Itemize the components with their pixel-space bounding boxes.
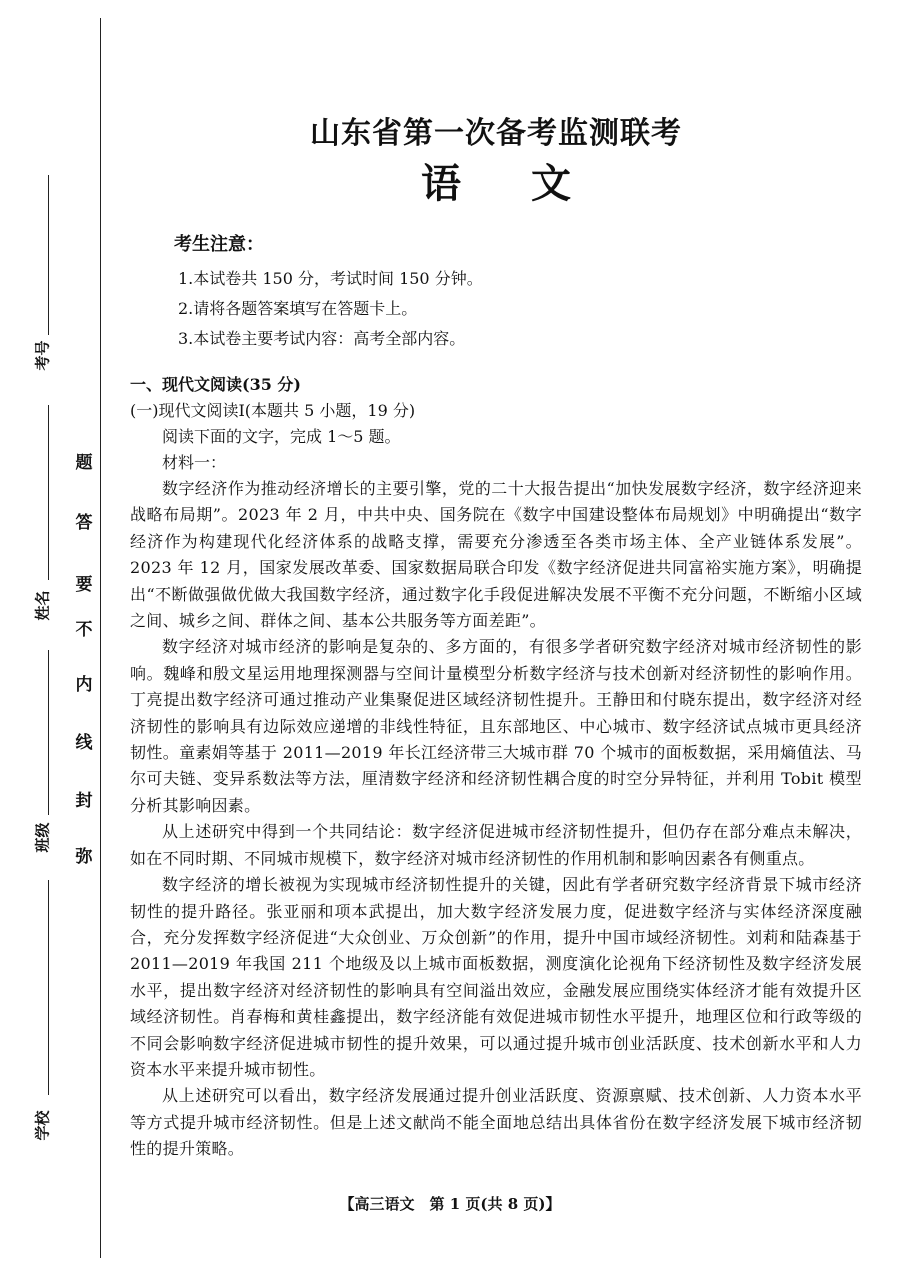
notice-title: 考生注意： [174, 234, 264, 255]
paragraph: 数字经济对城市经济的影响是复杂的、多方面的，有很多学者研究数字经济对城市经济韧性的影响。魏峰和殷文星运用地理探测器与空间计量模型分析数字经济与技术创新对经济韧性的影响作用。丁亮提出数字经济可通过推动产业集聚促进区域经济韧性提升。王静田和付晓东提出，数字经济对经济韧性的影响具有边际效应递增的非线性特征，且东部地区、中心城市、数字经济试点城市更具经济韧性。童素娟等基于 2011—2019 年长江经济带三大城市群 70 个城市的面板数据，采用熵值法、马尔可夫链、变异系数法等方法，厘清数字经济和经济韧性耦合度的时空分异特征，并利用 Tobit 模型分析其影响因素。 [130, 637, 862, 815]
seal-char: 要 [75, 575, 93, 595]
xingming-line [48, 405, 49, 580]
exam-notice [174, 232, 814, 354]
material-label: 材料一： [162, 453, 227, 472]
seal-char: 不 [75, 620, 93, 640]
reading-section [130, 372, 862, 1163]
exam-title: 山东省第一次备考监测联考 [310, 116, 682, 151]
banji-line [48, 650, 49, 815]
binding-margin [0, 0, 110, 1272]
notice-item: 3.本试卷主要考试内容：高考全部内容。 [178, 329, 466, 348]
seal-char: 内 [75, 675, 93, 695]
seal-char: 封 [75, 791, 93, 811]
kaohao-line [48, 175, 49, 335]
paragraph: 数字经济作为推动经济增长的主要引擎，党的二十大报告提出“加快发展数字经济，数字经济迎来战略布局期”。2023 年 2 月，中共中央、国务院在《数字中国建设整体布局规划》中明确提出“数字经济作为构建现代化经济体系的战略支撑，需要充分渗透至各类市场主体、全产业链体系发展”。2023 年 12 月，国家发展改革委、国家数据局联合印发《数字经济促进共同富裕实施方案》，明确提出“不断做强做优做大我国数字经济，通过数字化手段促进解决发展不平衡不充分问题，不断缩小区域之间、城乡之间、群体之间、基本公共服务等方面差距”。 [130, 479, 862, 631]
xuexiao-line [48, 880, 49, 1095]
seal-char: 题 [75, 453, 93, 473]
seal-char: 答 [75, 513, 93, 533]
banji-label: 班级 [33, 822, 52, 853]
kaohao-label: 考号 [33, 340, 52, 371]
fold-line [100, 18, 101, 1258]
section-heading: 一、现代文阅读(35 分) [130, 375, 301, 394]
seal-char: 线 [75, 733, 93, 753]
subject-title: 语文 [421, 160, 641, 207]
xingming-label: 姓名 [33, 590, 52, 621]
xuexiao-label: 学校 [33, 1110, 52, 1141]
subsection-heading: (一)现代文阅读Ⅰ(本题共 5 小题，19 分) [130, 401, 416, 420]
paragraph: 数字经济的增长被视为实现城市经济韧性提升的关键，因此有学者研究数字经济背景下城市经济韧性的提升路径。张亚丽和项本武提出，加大数字经济发展力度，促进数字经济与实体经济深度融合，充分发挥数字经济促进“大众创业、万众创新”的作用，提升中国市域经济韧性。刘莉和陆森基于 2011—2019 年我国 211 个地级及以上城市面板数据，测度演化论视角下经济韧性及数字经济发展水平，提出数字经济对经济韧性的影响具有空间溢出效应，金融发展应围绕实体经济才能有效提升区域经济韧性。肖春梅和黄桂鑫提出，数字经济能有效促进城市韧性水平提升，地理区位和行政等级的不同会影响数字经济促进城市韧性的提升效果，可以通过提升城市创业活跃度、技术创新水平和人力资本水平来提升城市韧性。 [130, 875, 862, 1079]
notice-item: 2.请将各题答案填写在答题卡上。 [178, 299, 418, 318]
instruction: 阅读下面的文字，完成 1～5 题。 [162, 427, 401, 446]
page-footer: 【高三语文 第 1 页(共 8 页)】 [339, 1195, 561, 1213]
seal-char: 弥 [75, 847, 93, 867]
paragraph: 从上述研究可以看出，数字经济发展通过提升创业活跃度、资源禀赋、技术创新、人力资本水平等方式提升城市经济韧性。但是上述文献尚不能全面地总结出具体省份在数字经济发展下城市经济韧性的提升策略。 [130, 1086, 862, 1159]
paragraph: 从上述研究中得到一个共同结论：数字经济促进城市经济韧性提升，但仍存在部分难点未解决，如在不同时期、不同城市规模下，数字经济对城市经济韧性的作用机制和影响因素各有侧重点。 [130, 822, 862, 868]
notice-item: 1.本试卷共 150 分，考试时间 150 分钟。 [178, 269, 483, 288]
